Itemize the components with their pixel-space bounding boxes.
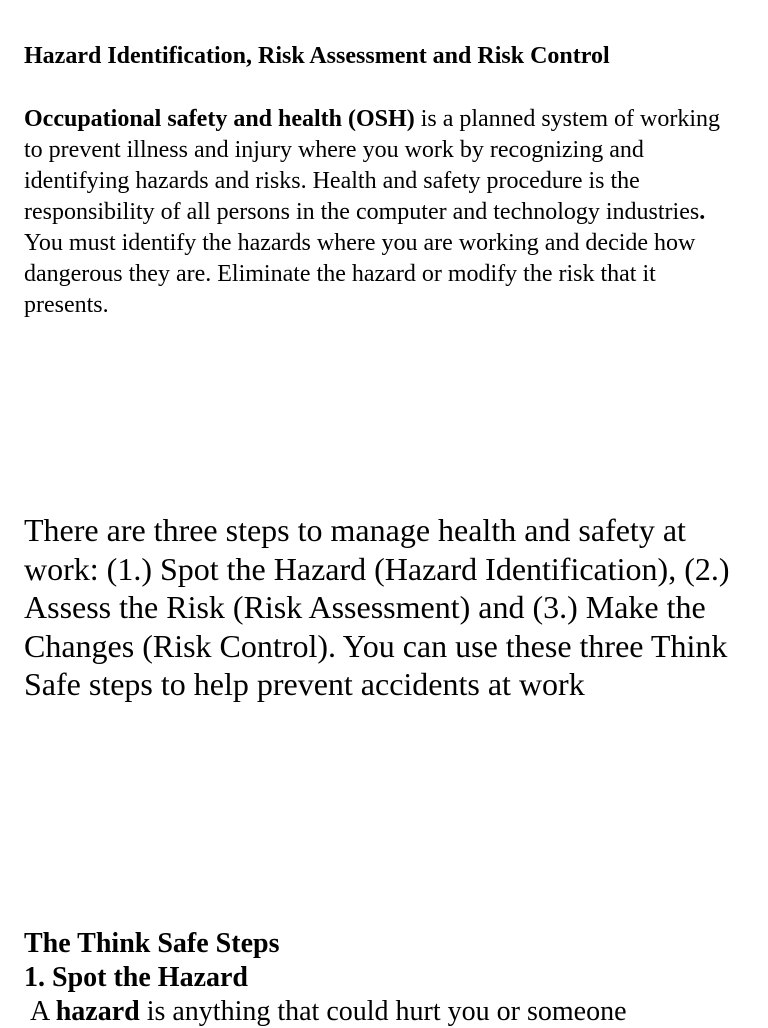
think-safe-heading: The Think Safe Steps (24, 928, 280, 959)
intro-text-1: is a planned system of working to prevent illness and injury where you work by recognizing and identifying hazards and risks. Health and safety procedure is the responsibility of all persons in the computer and technology industries (24, 106, 720, 225)
osh-term: Occupational safety and health (OSH) (24, 106, 415, 132)
intro-bold-period: . (699, 199, 706, 225)
document-title: Hazard Identification, Risk Assessment and Risk Control (24, 43, 610, 69)
step-1-heading (24, 962, 248, 994)
hazard-term: hazard (55, 996, 140, 1027)
document-page (24, 0, 744, 1027)
intro-text-2: You must identify the hazards where you are working and decide how dangerous they are. Eliminate the hazard or modify the risk that it presents. (24, 230, 696, 318)
hazard-definition (30, 996, 627, 1028)
hazard-def-prefix: A (30, 996, 56, 1027)
three-steps-paragraph: There are three steps to manage health and safety at work: (1.) Spot the Hazard (Hazard Identification), (2.) Assess the Risk (Risk Assessment) and (3.) Make the Changes (Risk Control). You can use these three Think Safe steps to help prevent accidents at work (24, 512, 730, 702)
step-1-label: Spot the Hazard (52, 962, 248, 993)
step-1-number: 1. (24, 962, 52, 993)
intro-paragraph (24, 104, 736, 321)
hazard-def-text: is anything that could hurt you or someone (139, 996, 627, 1027)
